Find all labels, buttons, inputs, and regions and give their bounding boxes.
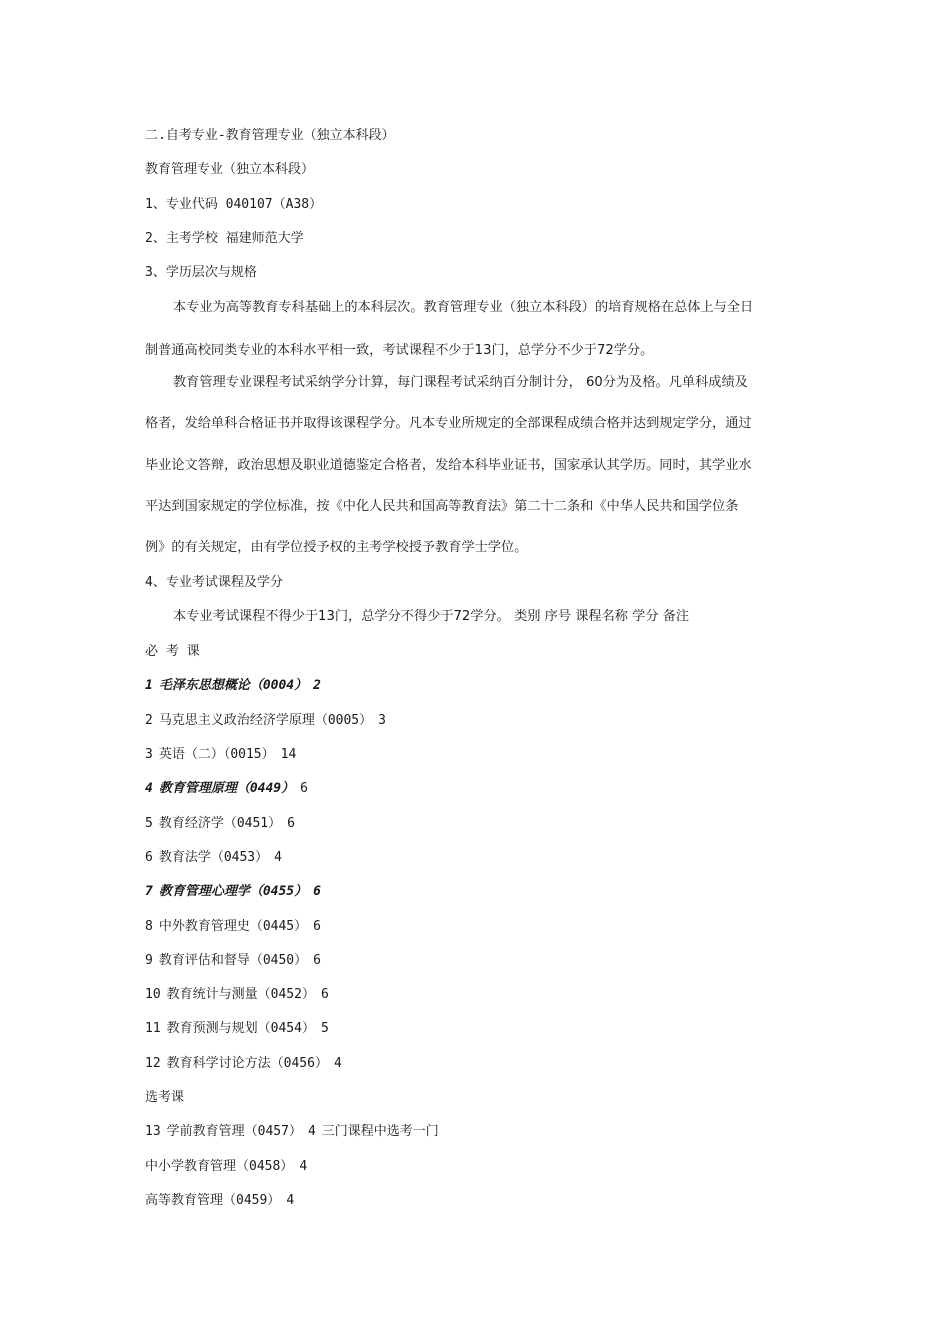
- course-name: 英语（二）（0015）: [158, 747, 275, 762]
- course-note: 三门课程中选考一门: [321, 1124, 439, 1139]
- course-credit: 2: [313, 678, 321, 693]
- item-courses-title: 4、专业考试课程及学分: [145, 575, 283, 590]
- course-name: 教育经济学（0451）: [158, 816, 282, 831]
- course-row: [145, 1192, 294, 1210]
- course-name: 教育预测与规划（0454）: [166, 1021, 315, 1036]
- course-credit: 6: [313, 884, 321, 899]
- course-number: 12: [145, 1056, 161, 1071]
- course-number: 1: [145, 678, 153, 693]
- course-name: 马克思主义政治经济学原理（0005）: [158, 713, 373, 728]
- course-row: [145, 849, 282, 867]
- course-number: 6: [145, 850, 153, 865]
- course-credit: 3: [378, 713, 386, 728]
- course-name: 中小学教育管理（0458）: [145, 1159, 294, 1174]
- course-number: 8: [145, 919, 153, 934]
- paragraph-1-line-2: 制普通高校同类专业的本科水平相一致，考试课程不少于13门，总学分不少于72学分。: [145, 343, 654, 358]
- course-row: [145, 746, 296, 764]
- course-credit: 4: [307, 1124, 316, 1139]
- item-code: 1、专业代码 040107（A38）: [145, 197, 323, 212]
- course-number: 3: [145, 747, 153, 762]
- course-row: [145, 986, 329, 1004]
- item-level-title: 3、学历层次与规格: [145, 265, 257, 280]
- course-name: 毛泽东思想概论（0004）: [158, 678, 308, 693]
- course-name: 学前教育管理（0457）: [166, 1124, 302, 1139]
- course-row: [145, 1123, 439, 1141]
- course-row: [145, 952, 321, 970]
- course-name: 高等教育管理（0459）: [145, 1193, 281, 1208]
- course-row: [145, 815, 295, 833]
- course-row: [145, 1020, 329, 1038]
- paragraph-1-line-1: 本专业为高等教育专科基础上的本科层次。教育管理专业（独立本科段）的培育规格在总体上与全日: [173, 300, 754, 315]
- course-row: [145, 883, 321, 901]
- course-credit: 4: [286, 1193, 295, 1208]
- course-name: 教育评估和督导（0450）: [158, 953, 308, 968]
- paragraph-2-line-3: 毕业论文答辩，政治思想及职业道德鉴定合格者，发给本科毕业证书，国家承认其学历。同时，其学业水: [145, 458, 752, 473]
- paragraph-2-line-5: 例》的有关规定，由有学位授予权的主考学校授予教育学士学位。: [145, 540, 528, 555]
- course-credit: 4: [274, 850, 282, 865]
- subheading: 教育管理专业（独立本科段）: [145, 162, 315, 177]
- course-credit: 6: [287, 816, 295, 831]
- course-row: [145, 918, 321, 936]
- course-credit: 6: [320, 987, 329, 1002]
- course-credit: 4: [333, 1056, 342, 1071]
- course-credit: 14: [280, 747, 297, 762]
- course-name: 教育管理原理（0449）: [158, 781, 295, 796]
- course-name: 教育科学讨论方法（0456）: [166, 1056, 328, 1071]
- elective-label: 选考课: [145, 1090, 185, 1105]
- course-row: [145, 780, 308, 798]
- course-number: 9: [145, 953, 153, 968]
- course-row: [145, 1158, 307, 1176]
- course-name: 中外教育管理史（0445）: [158, 919, 308, 934]
- paragraph-2-line-2: 格者，发给单科合格证书并取得该课程学分。凡本专业所规定的全部课程成绩合格并达到规定学分，通过: [145, 416, 752, 431]
- course-name: 教育管理心理学（0455）: [158, 884, 308, 899]
- course-number: 13: [145, 1124, 161, 1139]
- required-label: 必 考 课: [145, 644, 200, 659]
- course-credit: 6: [300, 781, 308, 796]
- course-row: [145, 1055, 342, 1073]
- course-number: 11: [145, 1021, 161, 1036]
- course-number: 5: [145, 816, 153, 831]
- heading: 二.自考专业-教育管理专业（独立本科段）: [145, 128, 395, 143]
- course-row: [145, 677, 321, 695]
- course-credit: 6: [313, 953, 321, 968]
- course-number: 4: [145, 781, 153, 796]
- paragraph-3: 本专业考试课程不得少于13门，总学分不得少于72学分。 类别 序号 课程名称 学分 备注: [173, 609, 690, 624]
- paragraph-2-line-1: 教育管理专业课程考试采纳学分计算，每门课程考试采纳百分制计分， 60分为及格。凡单科成绩及: [173, 375, 748, 390]
- course-number: 10: [145, 987, 161, 1002]
- item-school: 2、主考学校 福建师范大学: [145, 231, 304, 246]
- course-number: 7: [145, 884, 153, 899]
- course-number: 2: [145, 713, 153, 728]
- course-name: 教育法学（0453）: [158, 850, 269, 865]
- course-name: 教育统计与测量（0452）: [166, 987, 315, 1002]
- course-credit: 6: [313, 919, 321, 934]
- paragraph-2-line-4: 平达到国家规定的学位标准，按《中化人民共和国高等教育法》第二十二条和《中华人民共和国学位条: [145, 499, 739, 514]
- course-credit: 5: [320, 1021, 329, 1036]
- course-credit: 4: [299, 1159, 308, 1174]
- course-row: [145, 712, 386, 730]
